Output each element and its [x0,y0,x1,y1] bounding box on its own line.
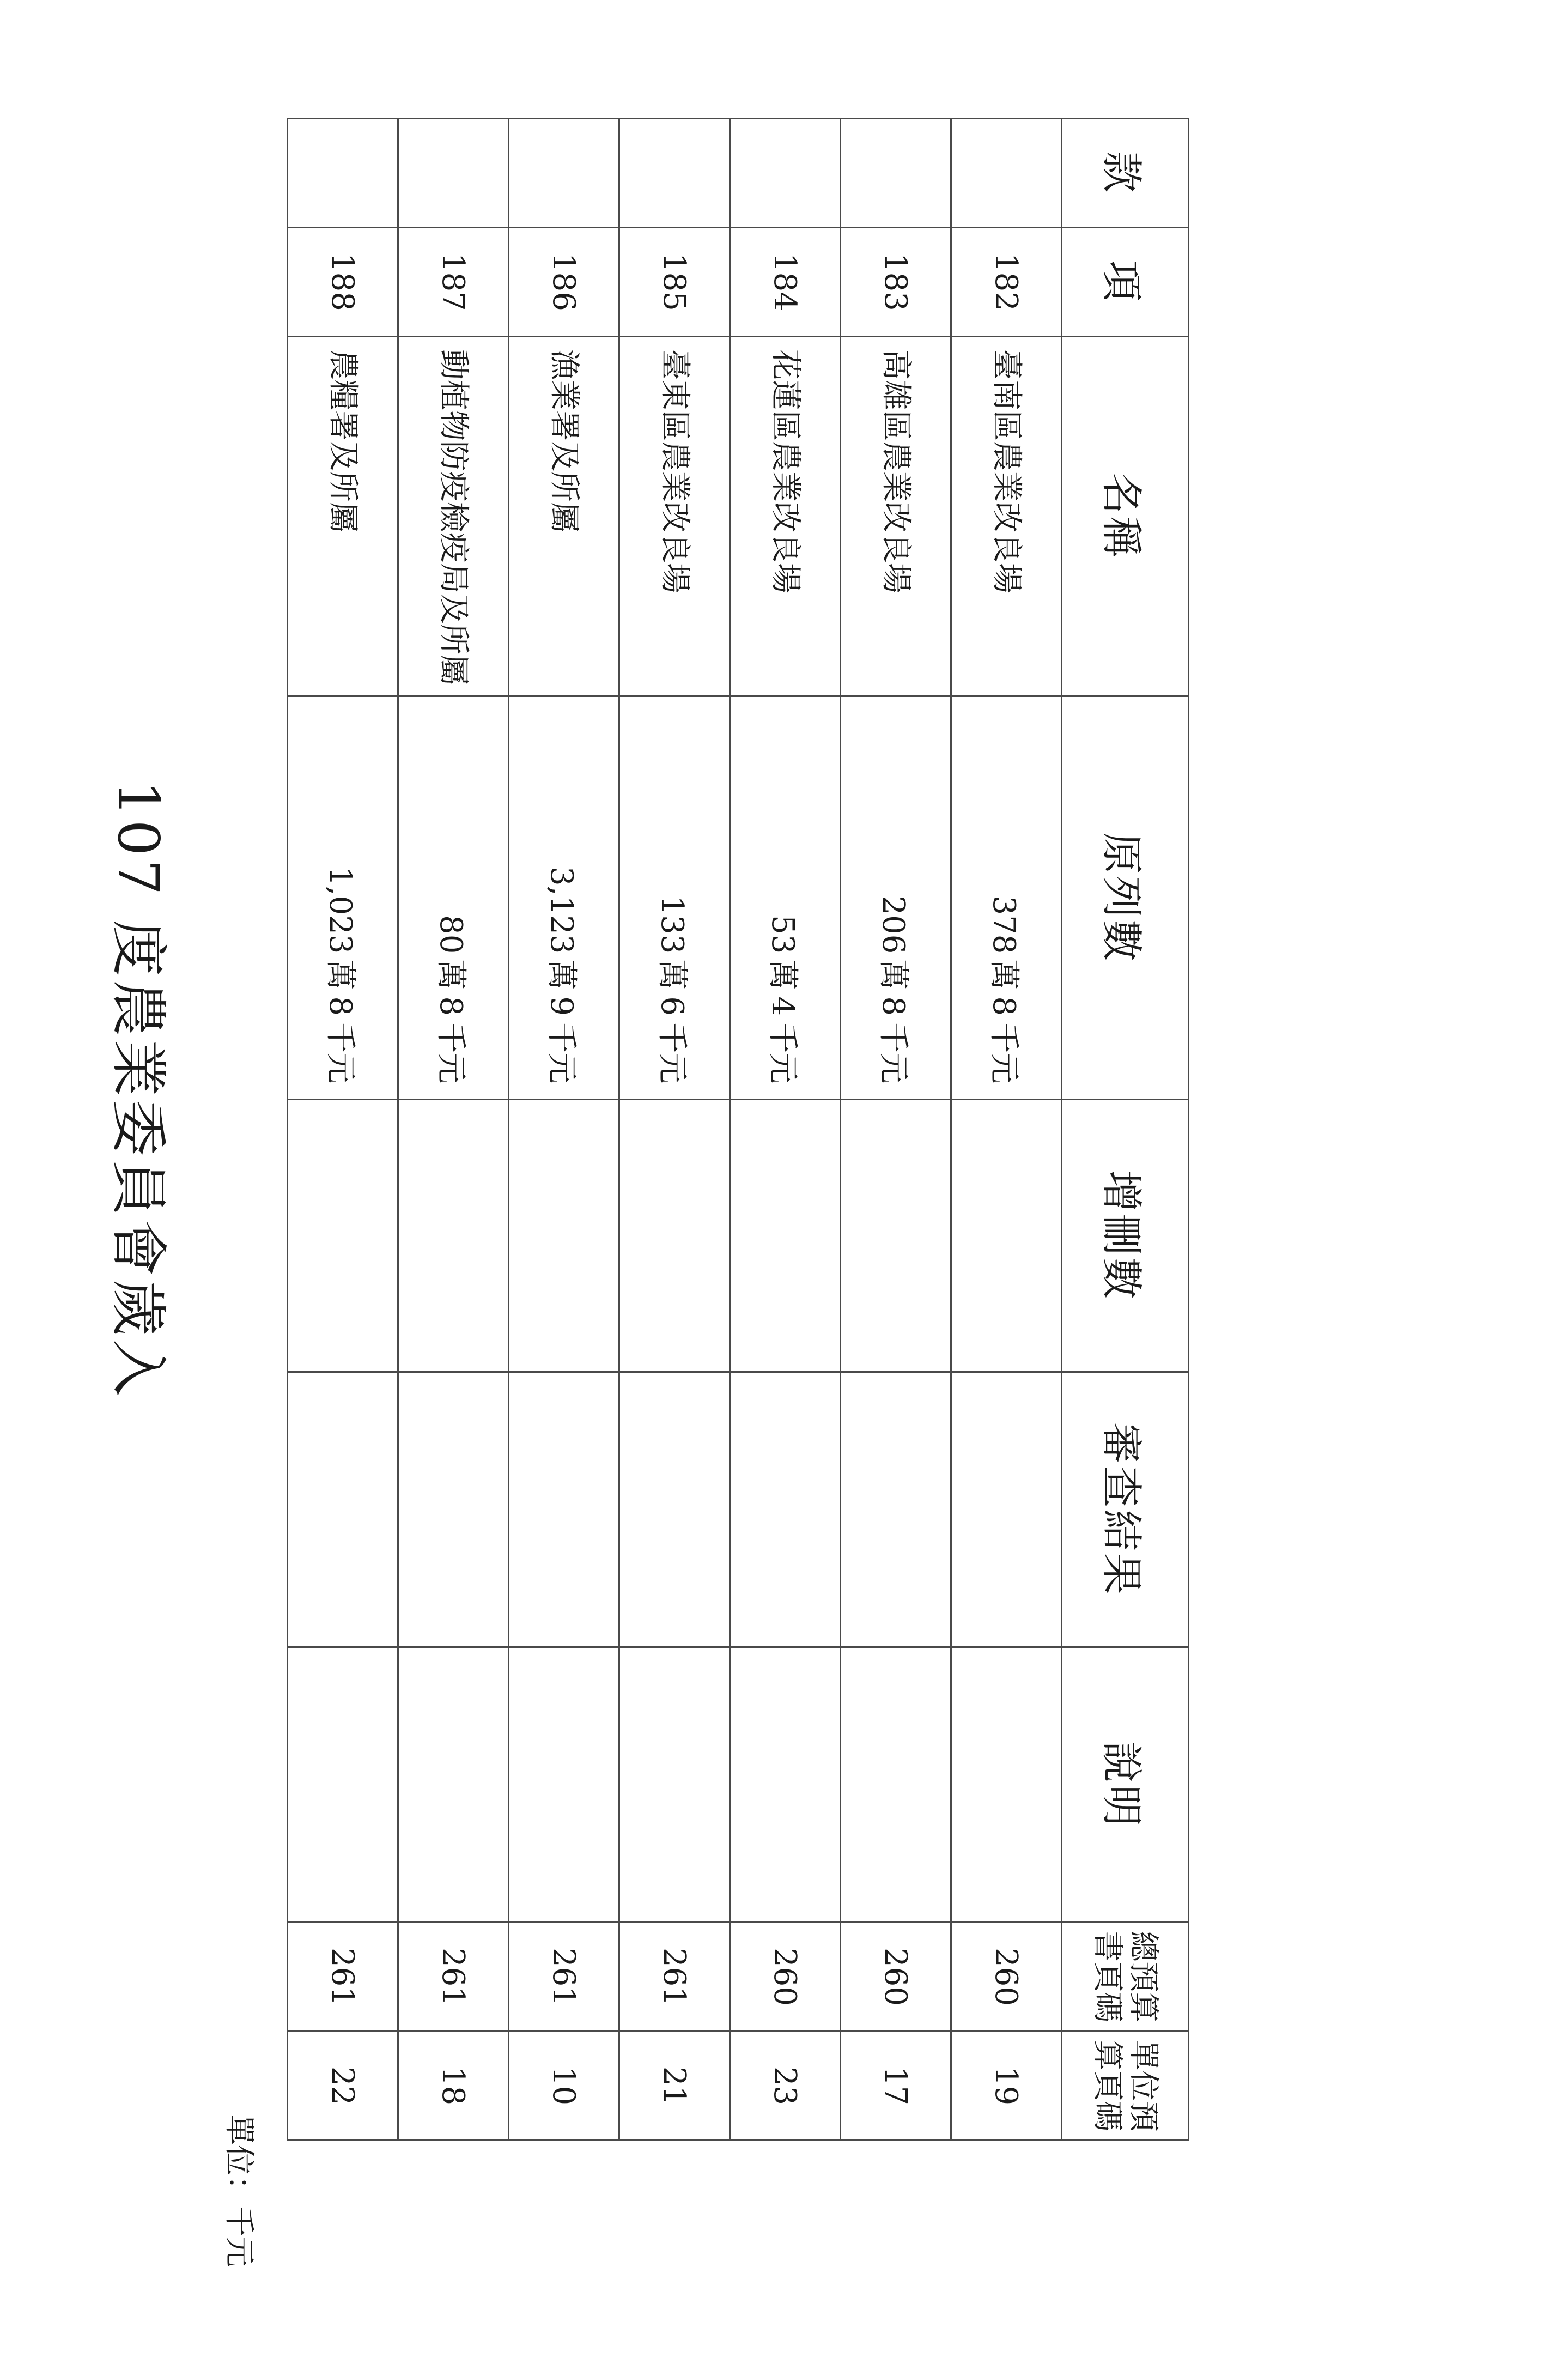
cell-review-result [398,1372,509,1647]
wan-label: 萬 [544,959,579,990]
cell-change-amount [398,1100,509,1372]
cell-review-result [841,1372,951,1647]
amount-qian: 6 [654,996,690,1016]
cell-total-budget-page: 261 [398,1923,509,2032]
cell-review-result [288,1372,398,1647]
cell-total-budget-page: 260 [951,1923,1062,2032]
cell-total-budget-page: 261 [509,1923,619,2032]
cell-name: 動植物防疫檢疫局及所屬 [398,337,509,696]
cell-name: 臺東區農業改良場 [619,337,730,696]
cell-unit-budget-page: 18 [398,2032,509,2141]
cell-note [619,1647,730,1923]
cell-original-amount [951,696,1062,1100]
header-note: 說明 [1062,1647,1189,1923]
cell-change-amount [619,1100,730,1372]
cell-name: 漁業署及所屬 [509,337,619,696]
amount-qian: 8 [323,996,358,1016]
cell-total-budget-page: 260 [841,1923,951,2032]
amount-qian: 4 [765,996,800,1016]
cell-review-result [619,1372,730,1647]
cell-note [841,1647,951,1923]
cell-xiang: 182 [951,228,1062,337]
amount-wan: 1,023 [323,866,358,954]
header-xiang: 項 [1062,228,1189,337]
header-kuan: 款 [1062,119,1189,228]
amount-wan: 378 [986,895,1022,954]
cell-name: 農糧署及所屬 [288,337,398,696]
table-row [619,119,730,2141]
amount-qian: 8 [986,996,1022,1016]
table-row [730,119,841,2141]
cell-review-result [951,1372,1062,1647]
cell-xiang: 184 [730,228,841,337]
wan-label: 萬 [876,959,911,990]
cell-xiang: 185 [619,228,730,337]
table-row [398,119,509,2141]
cell-name: 臺南區農業改良場 [951,337,1062,696]
cell-note [288,1647,398,1923]
cell-original-amount [619,696,730,1100]
header-name: 名稱 [1062,337,1189,696]
wan-label: 萬 [433,959,469,990]
cell-xiang: 188 [288,228,398,337]
wan-label: 萬 [765,959,800,990]
header-review-result: 審查結果 [1062,1372,1189,1647]
cell-change-amount [841,1100,951,1372]
header-unit-budget-page: 單位預算頁碼 [1062,2032,1189,2141]
cell-unit-budget-page: 19 [951,2032,1062,2141]
header-original-amount: 原列數 [1062,696,1189,1100]
qian-label: 千元 [654,1022,690,1083]
qian-label: 千元 [765,1022,800,1083]
cell-note [398,1647,509,1923]
cell-total-budget-page: 260 [730,1923,841,2032]
qian-label: 千元 [986,1022,1022,1083]
amount-qian: 9 [544,996,579,1016]
amount-wan: 80 [433,915,469,954]
cell-review-result [730,1372,841,1647]
cell-note [509,1647,619,1923]
cell-original-amount [398,696,509,1100]
table-row [509,119,619,2141]
cell-original-amount [730,696,841,1100]
cell-unit-budget-page: 17 [841,2032,951,2141]
cell-kuan [288,119,398,228]
amount-qian: 8 [876,996,911,1016]
cell-unit-budget-page: 21 [619,2032,730,2141]
cell-change-amount [288,1100,398,1372]
cell-original-amount [288,696,398,1100]
unit-note: 單位：千元 [221,2114,257,2267]
qian-label: 千元 [323,1022,358,1083]
cell-kuan [951,119,1062,228]
amount-qian: 8 [433,996,469,1016]
cell-original-amount [841,696,951,1100]
cell-xiang: 186 [509,228,619,337]
header-total-budget-page: 總預算書頁碼 [1062,1923,1189,2032]
cell-name: 高雄區農業改良場 [841,337,951,696]
wan-label: 萬 [654,959,690,990]
cell-change-amount [730,1100,841,1372]
document-title: 107 度農業委員會歲入 [105,780,172,1399]
table-row [841,119,951,2141]
cell-name: 花蓮區農業改良場 [730,337,841,696]
cell-change-amount [951,1100,1062,1372]
qian-label: 千元 [876,1022,911,1083]
cell-note [951,1647,1062,1923]
cell-kuan [730,119,841,228]
cell-xiang: 187 [398,228,509,337]
cell-total-budget-page: 261 [619,1923,730,2032]
cell-note [730,1647,841,1923]
cell-change-amount [509,1100,619,1372]
cell-original-amount [509,696,619,1100]
table-row [951,119,1062,2141]
table-header-row [1062,119,1189,2141]
table-row [288,119,398,2141]
amount-wan: 53 [765,915,800,954]
wan-label: 萬 [323,959,358,990]
cell-kuan [398,119,509,228]
cell-xiang: 183 [841,228,951,337]
qian-label: 千元 [433,1022,469,1083]
cell-unit-budget-page: 10 [509,2032,619,2141]
cell-kuan [841,119,951,228]
wan-label: 萬 [986,959,1022,990]
budget-table [287,118,1189,2141]
amount-wan: 3,123 [544,866,579,954]
cell-unit-budget-page: 23 [730,2032,841,2141]
amount-wan: 133 [654,895,690,954]
qian-label: 千元 [544,1022,579,1083]
cell-kuan [509,119,619,228]
amount-wan: 206 [876,895,911,954]
cell-kuan [619,119,730,228]
cell-total-budget-page: 261 [288,1923,398,2032]
cell-unit-budget-page: 22 [288,2032,398,2141]
cell-review-result [509,1372,619,1647]
header-change-amount: 增刪數 [1062,1100,1189,1372]
